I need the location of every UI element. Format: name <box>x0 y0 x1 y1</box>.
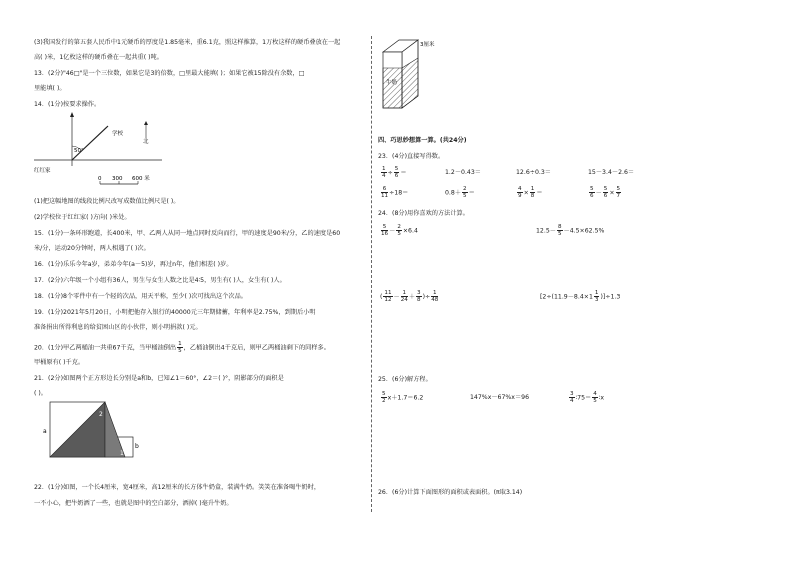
q13-line1: 13．(2分)"46□"是一个三位数，如果它是3的倍数，□里最大能填( )；如果它被15除没有余数，□ <box>34 70 305 77</box>
q20-line1 <box>34 341 330 354</box>
box-milk-label: 牛奶 <box>386 80 398 86</box>
equation-3: $\frac{3}{4}$ ∶75＝ $\frac{4}{5}$ ∶x <box>570 391 605 404</box>
q20-text-b: ，乙桶油倒出4千克后，则甲乙两桶油剩下的同样多。 <box>183 344 330 352</box>
calc-6: 0.8＋ $\frac{2}{5}$ ＝ <box>445 186 475 199</box>
label-angle-1: 1 <box>120 450 124 457</box>
label-side-a: a <box>43 428 47 435</box>
map-label-north: 北 <box>143 139 149 145</box>
calc-8: $\frac{5}{6}$ － $\frac{5}{6}$ × $\frac{5}{7}$ <box>590 186 621 199</box>
box-height-label: 3厘米 <box>420 42 435 48</box>
milk-box-figure <box>380 36 450 120</box>
map-label-angle: 50° <box>74 148 84 154</box>
calc-1: $\frac{1}{4}$ ÷ $\frac{5}{6}$ ＝ <box>382 166 407 179</box>
calc-7: $\frac{4}{9}$ × $\frac{1}{8}$ ＝ <box>518 186 543 199</box>
q18: 18．(1分)8个零件中有一个轻的次品，用天平称，至少( )次可找出这个次品。 <box>34 293 247 300</box>
map-label-school: 学校 <box>112 131 124 137</box>
q14-title: 14．(1分)按要求操作。 <box>34 101 101 108</box>
q20-text-a: 20．(1分)甲乙两桶油一共重67千克，当甲桶油倒出 <box>34 344 177 352</box>
calc-2: 1.2－0.43＝ <box>445 169 481 176</box>
q21-line1: 21．(2分)如图两个正方形边长分别是a和b，已知∠1＝60°，∠2＝( )°，阴影部分的面积是 <box>34 375 284 382</box>
expr-3: ( $\frac{11}{12}$ － $\frac{1}{24}$ ＋ $\frac{3}{8}$ )÷ $\frac{1}{48}$ <box>380 290 439 303</box>
q14-part1: (1)把这幅地图的线段比例尺改写成数值比例尺是( )。 <box>34 198 180 205</box>
equation-2: 147%x－67%x＝96 <box>470 394 530 401</box>
column-divider <box>371 36 372 512</box>
q22-line1: 22．(1分)如图，一个长4厘米，宽4厘米，高12厘米的长方体牛奶盒，装满牛奶。笑笑在准备喝牛奶时， <box>34 484 321 491</box>
scale-label-0: 0 <box>98 176 102 182</box>
q23-title: 23．(4分)直接写得数。 <box>378 153 445 160</box>
q22-line2: 一不小心，把牛奶洒了一些，也就是图中的空白部分，洒掉( )毫升牛奶。 <box>34 500 233 507</box>
q12-line2: 高( )米，1亿枚这样的硬币叠在一起共重( )吨。 <box>34 54 163 61</box>
q15-line2: 米/分，运动20分钟时，两人相遇了( )次。 <box>34 245 150 252</box>
direction-map-figure <box>30 110 170 190</box>
q14-part2: (2)学校位于红红家( )方向( )米处。 <box>34 214 131 221</box>
q26-title: 26．(6分)计算下面图形的面积或表面积。(π取3.14) <box>378 489 523 496</box>
calc-3: 12.6÷0.3＝ <box>516 169 551 176</box>
calc-5: $\frac{6}{11}$ ÷18＝ <box>381 186 409 199</box>
q21-line2: ( )。 <box>34 390 47 397</box>
expr-2: 12.5－ $\frac{8}{5}$ －4.5×62.5% <box>536 224 605 237</box>
q19-line2: 准备捐出所得利息的给贫困山区的小伙伴，则小明捐款( )元。 <box>34 324 202 331</box>
scale-label-600: 600 米 <box>132 176 150 182</box>
q24-title: 24．(8分)用你喜欢的方法计算。 <box>378 210 469 217</box>
q17: 17．(2分)六年级一个小组有36人，男生与女生人数之比是4∶5，男生有( )人，女生有( )人。 <box>34 277 286 284</box>
expr-4: [2÷(11.9－8.4×1 $\frac{1}{3}$ )]÷1.3 <box>540 290 621 303</box>
q12-line1: (3)我国发行的第五套人民币中1元硬币的厚度是1.85毫米，重6.1克，照这样推算，1万枚这样的硬币叠放在一起 <box>34 39 341 46</box>
q13-line2: 里能填( )。 <box>34 85 66 92</box>
equation-1: $\frac{5}{2}$ x＋1.7＝6.2 <box>382 391 424 404</box>
q16: 16．(1分)乐乐今年a岁，弟弟今年(a－5)岁，再过n年，他们相差( )岁。 <box>34 261 233 268</box>
map-label-home: 红红家 <box>34 168 51 174</box>
section-4-heading: 四、巧思妙想算一算。(共24分) <box>378 137 467 144</box>
expr-1: $\frac{5}{16}$ － $\frac{2}{5}$ ×6.4 <box>381 224 418 237</box>
q20-line2: 甲桶原有( )千克。 <box>34 359 85 366</box>
squares-figure <box>40 400 150 464</box>
calc-4: 15－3.4－2.6＝ <box>588 169 635 176</box>
label-side-b: b <box>135 443 139 450</box>
scale-label-300: 300 <box>112 176 123 182</box>
q20-fraction: $\frac{1}{5}$ <box>178 341 182 354</box>
label-angle-2: 2 <box>99 411 103 418</box>
q19-line1: 19．(1分)2021年5月20日，小明把他存入银行的40000元三年期储蓄，年利率是2.75%，到期后小明 <box>34 309 316 316</box>
q25-title: 25．(6分)解方程。 <box>378 376 432 383</box>
q15-line1: 15．(1分)一条环形跑道，长400米，甲、乙两人从同一地点同时反向而行，甲的速度是90米/分，乙的速度是60 <box>34 230 341 237</box>
